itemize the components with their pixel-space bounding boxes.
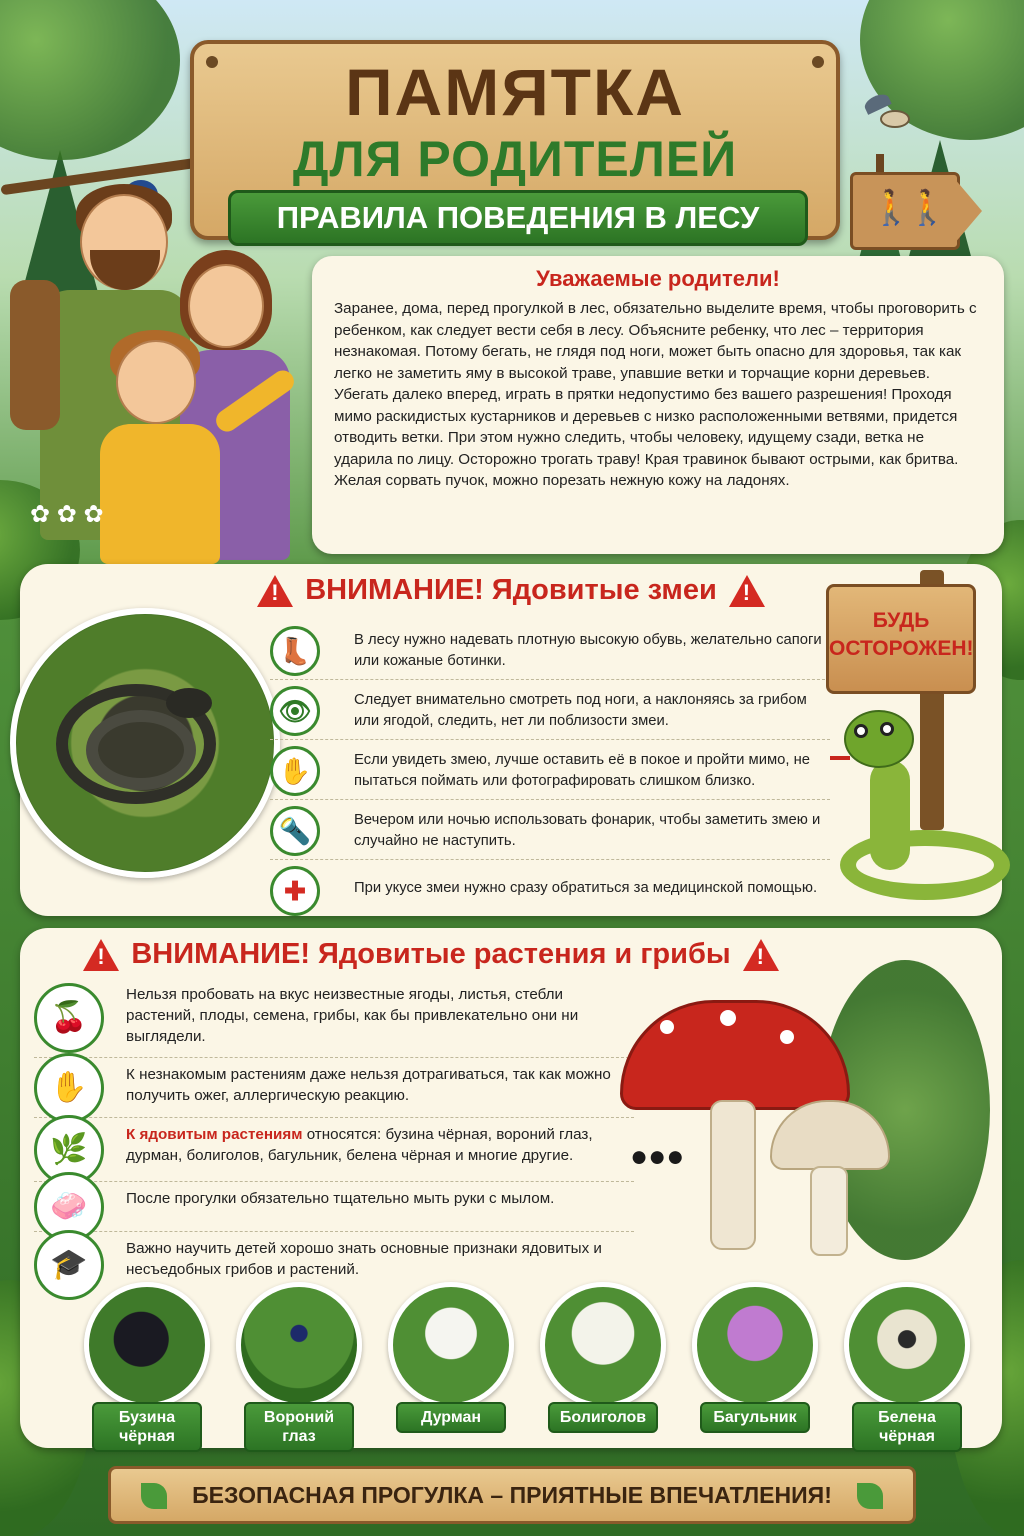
plant-label: Белена чёрная [852, 1402, 962, 1452]
berries-icon: 🍒 [34, 983, 104, 1053]
snake-rule-item [270, 860, 830, 920]
plant-card [236, 1282, 362, 1445]
eye-icon: 👁 [270, 686, 320, 736]
plant-rule-text [126, 1124, 626, 1166]
daisy-icon: ✿ ✿ ✿ [30, 501, 104, 528]
snake-rule-text: В лесу нужно надевать плотную высокую обувь, желательно сапоги или кожаные ботинки. [354, 632, 822, 669]
flashlight-icon: 🔦 [270, 806, 320, 856]
be-careful-sign [826, 584, 976, 694]
plant-rule-text: После прогулки обязательно тщательно мыть руки с мылом. [126, 1190, 555, 1207]
intro-heading: Уважаемые родители! [536, 266, 780, 291]
plant-photo [236, 1282, 362, 1408]
plant-card [844, 1282, 970, 1445]
mushroom-stem [810, 1166, 848, 1256]
plant-icon: 🌿 [34, 1115, 104, 1185]
intro-card [312, 256, 1004, 554]
leaf-icon [141, 1483, 167, 1509]
title-ribbon: ПРАВИЛА ПОВЕДЕНИЯ В ЛЕСУ [228, 190, 808, 246]
plant-rule-item [34, 1118, 634, 1182]
plant-card [84, 1282, 210, 1445]
plant-rule-text: Важно научить детей хорошо знать основные признаки ядовитых и несъедобных грибов и растений. [126, 1240, 602, 1278]
rule-text-rest: относятся: бузина чёрная, вороний глаз, дурман, болиголов, багульник, белена чёрная и многие другие. [126, 1126, 593, 1164]
warning-icon [83, 939, 119, 971]
plant-photo [844, 1282, 970, 1408]
snakes-rules [270, 620, 830, 920]
plant-rule-item [34, 978, 634, 1058]
boot-icon: 👢 [270, 626, 320, 676]
snake-rule-item [270, 800, 830, 860]
plant-card [692, 1282, 818, 1426]
arrow-right-icon [954, 178, 982, 244]
medical-cross-icon: ✚ [270, 866, 320, 916]
snakes-heading-text: ВНИМАНИЕ! Ядовитые змеи [305, 574, 717, 606]
snake-rule-item [270, 680, 830, 740]
page-title: ПАМЯТКА [345, 55, 685, 129]
black-berries-icon: ●●● [630, 1140, 685, 1173]
plant-label: Багульник [700, 1402, 810, 1433]
plant-rule-item [34, 1182, 634, 1232]
plant-label: Вороний глаз [244, 1402, 354, 1452]
plant-label: Болиголов [548, 1402, 658, 1433]
hikers-icon: 🚶🚶 [870, 189, 943, 227]
hand-icon: ✋ [34, 1053, 104, 1123]
child-figure [100, 330, 300, 560]
snake-rule-text: Вечером или ночью использовать фонарик, чтобы заметить змею и случайно не наступить. [354, 812, 821, 849]
intro-text: Заранее, дома, перед прогулкой в лес, обязательно выделите время, чтобы проговорить с ребенком, как следует вести себя в лесу. Объясните ребенку, что лес – территория незнакомая. Потому бегать, не глядя под ноги, может быть опасно для здоровья, так как легко не заметить яму в высокой траве, упавшие ветки и торчащие корни деревьев. Убегать далеко вперед, играть в прятки недопустимо без вашего разрешения! Проходя мимо раскидистых кустарников и деревьев с низко расположенными ветвями, придется отводить ветки. При этом нужно следить, чтобы человеку, идущему сзади, ветка не ударила по лицу. Осторожно трогать траву! Края травинок бывают острыми, как бритва. Желая сорвать пучок, можно порезать нежную кожу на ладонях. [334, 300, 977, 489]
snake-rule-item [270, 620, 830, 680]
amanita-stem [710, 1100, 756, 1250]
page-subtitle: ДЛЯ РОДИТЕЛЕЙ [292, 131, 738, 187]
hand-stop-icon: ✋ [270, 746, 320, 796]
graduation-cap-icon: 🎓 [34, 1230, 104, 1300]
hikers-direction-sign [850, 172, 982, 250]
snake-rule-item [270, 740, 830, 800]
wash-hands-icon: 🧼 [34, 1172, 104, 1242]
flying-bird-icon [864, 96, 924, 132]
family-illustration [0, 180, 320, 560]
plants-heading-text: ВНИМАНИЕ! Ядовитые растения и грибы [131, 938, 731, 970]
plant-photo [540, 1282, 666, 1408]
plant-photo [692, 1282, 818, 1408]
plant-label: Бузина чёрная [92, 1402, 202, 1452]
plant-card [388, 1282, 514, 1426]
snake-rule-text: Если увидеть змею, лучше оставить её в покое и пройти мимо, не пытаться поймать или фотографировать слишком близко. [354, 752, 810, 789]
plant-card [540, 1282, 666, 1426]
viper-photo [10, 608, 280, 878]
snake-rule-text: При укусе змеи нужно сразу обратиться за медицинской помощью. [354, 880, 818, 896]
plant-photo [84, 1282, 210, 1408]
poisonous-plants-gallery [84, 1282, 1004, 1452]
careful-sign-line2: ОСТОРОЖЕН! [829, 637, 974, 660]
snake-rule-text: Следует внимательно смотреть под ноги, а наклоняясь за грибом или ягодой, следить, нет ли поблизости змеи. [354, 692, 807, 729]
sign-post [876, 154, 884, 174]
mushrooms-illustration [620, 940, 1000, 1270]
leaf-icon [857, 1483, 883, 1509]
plant-rule-text: К незнакомым растениям даже нельзя дотрагиваться, так как можно получить ожег, аллергическую реакцию. [126, 1066, 611, 1104]
plant-rule-item [34, 1058, 634, 1118]
plant-rule-text: Нельзя пробовать на вкус неизвестные ягоды, листья, стебли растений, плоды, семена, грибы, как бы привлекательно они ни выглядели. [126, 986, 579, 1045]
plant-label: Дурман [396, 1402, 506, 1433]
careful-sign-line1: БУДЬ [872, 609, 930, 632]
warning-icon [729, 575, 765, 607]
cartoon-snake-illustration [830, 700, 1010, 910]
plants-rules [34, 978, 634, 1298]
plant-photo [388, 1282, 514, 1408]
footer-banner [108, 1466, 916, 1524]
accent-text: К ядовитым растениям [126, 1126, 303, 1143]
warning-icon [257, 575, 293, 607]
footer-text: БЕЗОПАСНАЯ ПРОГУЛКА – ПРИЯТНЫЕ ВПЕЧАТЛЕНИЯ! [192, 1482, 832, 1508]
